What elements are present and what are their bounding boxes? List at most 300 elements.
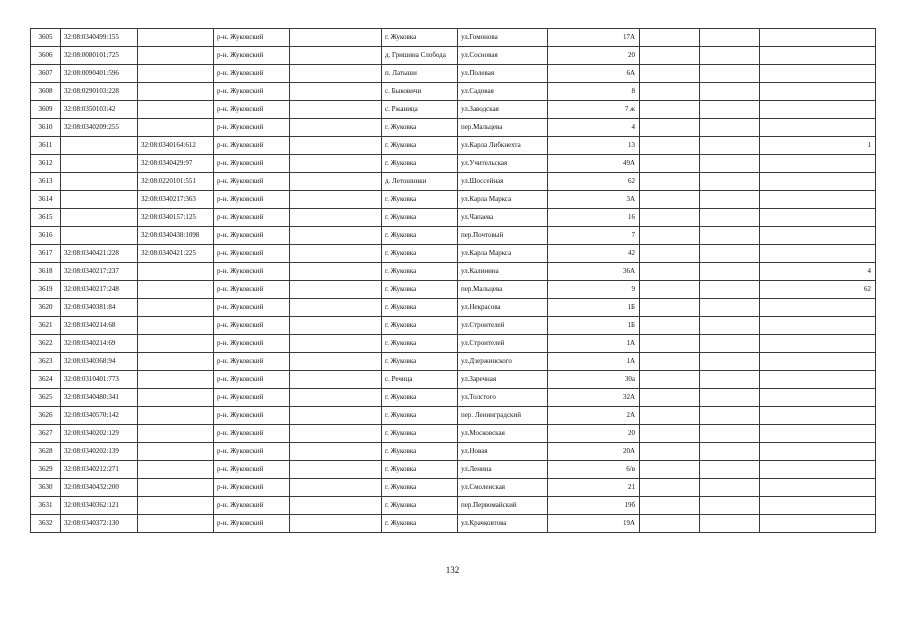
blank-column-cell <box>640 407 700 425</box>
blank-column-cell <box>640 479 700 497</box>
street-cell: пер.Первомайский <box>458 497 548 515</box>
district-cell: р-н. Жуковский <box>214 155 290 173</box>
district-cell: р-н. Жуковский <box>214 245 290 263</box>
district-cell: р-н. Жуковский <box>214 335 290 353</box>
blank-column-cell <box>290 299 382 317</box>
house-number-cell: 7 <box>548 227 640 245</box>
blank-column-cell <box>290 371 382 389</box>
blank-column-cell <box>290 191 382 209</box>
cadastral-number-2-cell <box>138 461 214 479</box>
locality-cell: г. Жуковка <box>382 317 458 335</box>
blank-column-cell <box>290 425 382 443</box>
street-cell: ул.Заводская <box>458 101 548 119</box>
street-cell: ул.Московская <box>458 425 548 443</box>
blank-column-cell <box>640 317 700 335</box>
street-cell: ул.Дзержинского <box>458 353 548 371</box>
blank-column-cell <box>700 335 760 353</box>
cadastral-number-1-cell: 32:08:0340202:129 <box>61 425 138 443</box>
row-number-cell: 3629 <box>31 461 61 479</box>
row-number-cell: 3614 <box>31 191 61 209</box>
house-number-cell: 62 <box>548 173 640 191</box>
blank-column-cell <box>700 191 760 209</box>
blank-column-cell <box>640 47 700 65</box>
table-row <box>31 335 876 353</box>
apartment-number-cell <box>760 101 876 119</box>
blank-column-cell <box>640 191 700 209</box>
apartment-number-cell <box>760 299 876 317</box>
blank-column-cell <box>640 65 700 83</box>
row-number-cell: 3623 <box>31 353 61 371</box>
district-cell: р-н. Жуковский <box>214 47 290 65</box>
blank-column-cell <box>700 299 760 317</box>
blank-column-cell <box>290 317 382 335</box>
table-row <box>31 371 876 389</box>
blank-column-cell <box>290 173 382 191</box>
locality-cell: с. Речица <box>382 371 458 389</box>
district-cell: р-н. Жуковский <box>214 191 290 209</box>
cadastral-number-2-cell <box>138 83 214 101</box>
blank-column-cell <box>640 173 700 191</box>
blank-column-cell <box>290 47 382 65</box>
blank-column-cell <box>700 119 760 137</box>
blank-column-cell <box>700 227 760 245</box>
house-number-cell: 1А <box>548 353 640 371</box>
blank-column-cell <box>290 389 382 407</box>
cadastral-number-2-cell <box>138 335 214 353</box>
row-number-cell: 3618 <box>31 263 61 281</box>
cadastral-number-2-cell <box>138 353 214 371</box>
blank-column-cell <box>640 371 700 389</box>
table-row <box>31 461 876 479</box>
locality-cell: г. Жуковка <box>382 29 458 47</box>
blank-column-cell <box>700 137 760 155</box>
apartment-number-cell <box>760 191 876 209</box>
apartment-number-cell <box>760 497 876 515</box>
locality-cell: г. Жуковка <box>382 137 458 155</box>
row-number-cell: 3612 <box>31 155 61 173</box>
cadastral-number-1-cell: 32:08:0340217:237 <box>61 263 138 281</box>
blank-column-cell <box>290 227 382 245</box>
district-cell: р-н. Жуковский <box>214 173 290 191</box>
house-number-cell: 19б <box>548 497 640 515</box>
district-cell: р-н. Жуковский <box>214 137 290 155</box>
blank-column-cell <box>700 281 760 299</box>
house-number-cell: 17А <box>548 29 640 47</box>
table-row <box>31 407 876 425</box>
blank-column-cell <box>640 389 700 407</box>
house-number-cell: 16 <box>548 209 640 227</box>
row-number-cell: 3624 <box>31 371 61 389</box>
street-cell: ул.Крачковтова <box>458 515 548 533</box>
district-cell: р-н. Жуковский <box>214 281 290 299</box>
apartment-number-cell <box>760 335 876 353</box>
district-cell: р-н. Жуковский <box>214 209 290 227</box>
district-cell: р-н. Жуковский <box>214 227 290 245</box>
street-cell: ул.Заречная <box>458 371 548 389</box>
locality-cell: г. Жуковка <box>382 497 458 515</box>
apartment-number-cell <box>760 209 876 227</box>
table-row <box>31 389 876 407</box>
blank-column-cell <box>640 425 700 443</box>
apartment-number-cell: 1 <box>760 137 876 155</box>
blank-column-cell <box>290 281 382 299</box>
cadastral-number-1-cell: 32:08:0340421:228 <box>61 245 138 263</box>
blank-column-cell <box>700 317 760 335</box>
street-cell: ул.Гомонова <box>458 29 548 47</box>
cadastral-number-1-cell <box>61 155 138 173</box>
house-number-cell: 1Б <box>548 317 640 335</box>
row-number-cell: 3619 <box>31 281 61 299</box>
house-number-cell: 8 <box>548 83 640 101</box>
cadastral-number-2-cell <box>138 65 214 83</box>
house-number-cell: 6/в <box>548 461 640 479</box>
house-number-cell: 30а <box>548 371 640 389</box>
cadastral-number-2-cell: 32:08:0340157:125 <box>138 209 214 227</box>
district-cell: р-н. Жуковский <box>214 479 290 497</box>
house-number-cell: 20 <box>548 425 640 443</box>
blank-column-cell <box>290 479 382 497</box>
table-row <box>31 299 876 317</box>
cadastral-number-1-cell: 32:08:0350103:42 <box>61 101 138 119</box>
blank-column-cell <box>640 155 700 173</box>
row-number-cell: 3607 <box>31 65 61 83</box>
locality-cell: г. Жуковка <box>382 281 458 299</box>
district-cell: р-н. Жуковский <box>214 101 290 119</box>
row-number-cell: 3627 <box>31 425 61 443</box>
street-cell: ул.Учительская <box>458 155 548 173</box>
cadastral-number-2-cell: 32:08:0220101:551 <box>138 173 214 191</box>
cadastral-number-2-cell <box>138 299 214 317</box>
table-row <box>31 443 876 461</box>
house-number-cell: 9 <box>548 281 640 299</box>
district-cell: р-н. Жуковский <box>214 353 290 371</box>
locality-cell: д. Гришина Слобода <box>382 47 458 65</box>
street-cell: ул.Садовая <box>458 83 548 101</box>
cadastral-number-1-cell: 32:08:0340372:130 <box>61 515 138 533</box>
blank-column-cell <box>290 407 382 425</box>
district-cell: р-н. Жуковский <box>214 461 290 479</box>
blank-column-cell <box>700 461 760 479</box>
apartment-number-cell: 4 <box>760 263 876 281</box>
blank-column-cell <box>290 119 382 137</box>
apartment-number-cell <box>760 389 876 407</box>
blank-column-cell <box>290 515 382 533</box>
blank-column-cell <box>290 335 382 353</box>
apartment-number-cell <box>760 155 876 173</box>
row-number-cell: 3615 <box>31 209 61 227</box>
cadastral-number-1-cell: 32:08:0090401:596 <box>61 65 138 83</box>
blank-column-cell <box>700 515 760 533</box>
cadastral-number-2-cell: 32:08:0340164:612 <box>138 137 214 155</box>
cadastral-number-2-cell <box>138 479 214 497</box>
apartment-number-cell <box>760 245 876 263</box>
locality-cell: г. Жуковка <box>382 119 458 137</box>
page-number: 132 <box>445 565 460 575</box>
blank-column-cell <box>700 83 760 101</box>
blank-column-cell <box>700 425 760 443</box>
locality-cell: г. Жуковка <box>382 353 458 371</box>
cadastral-number-1-cell: 32:08:0340202:139 <box>61 443 138 461</box>
street-cell: ул.Чапаева <box>458 209 548 227</box>
blank-column-cell <box>640 443 700 461</box>
district-cell: р-н. Жуковский <box>214 29 290 47</box>
locality-cell: г. Жуковка <box>382 389 458 407</box>
table-row <box>31 155 876 173</box>
table-row <box>31 173 876 191</box>
street-cell: ул.Строителей <box>458 335 548 353</box>
street-cell: ул.Шоссейная <box>458 173 548 191</box>
street-cell: ул.Полевая <box>458 65 548 83</box>
table-row <box>31 209 876 227</box>
district-cell: р-н. Жуковский <box>214 65 290 83</box>
district-cell: р-н. Жуковский <box>214 515 290 533</box>
row-number-cell: 3632 <box>31 515 61 533</box>
house-number-cell: 1Б <box>548 299 640 317</box>
blank-column-cell <box>640 461 700 479</box>
locality-cell: г. Жуковка <box>382 335 458 353</box>
house-number-cell: 20А <box>548 443 640 461</box>
house-number-cell: 21 <box>548 479 640 497</box>
cadastral-number-2-cell: 32:08:0340217:363 <box>138 191 214 209</box>
blank-column-cell <box>290 497 382 515</box>
district-cell: р-н. Жуковский <box>214 389 290 407</box>
street-cell: ул.Карла Либкнехта <box>458 137 548 155</box>
locality-cell: с. Быковичи <box>382 83 458 101</box>
blank-column-cell <box>290 101 382 119</box>
table-body <box>31 29 876 533</box>
blank-column-cell <box>640 83 700 101</box>
apartment-number-cell <box>760 173 876 191</box>
apartment-number-cell <box>760 461 876 479</box>
apartment-number-cell <box>760 119 876 137</box>
table-row <box>31 191 876 209</box>
cadastral-number-2-cell <box>138 317 214 335</box>
blank-column-cell <box>700 47 760 65</box>
blank-column-cell <box>290 245 382 263</box>
cadastral-number-2-cell <box>138 119 214 137</box>
apartment-number-cell <box>760 479 876 497</box>
street-cell: ул.Ленина <box>458 461 548 479</box>
district-cell: р-н. Жуковский <box>214 299 290 317</box>
blank-column-cell <box>640 209 700 227</box>
row-number-cell: 3621 <box>31 317 61 335</box>
locality-cell: г. Жуковка <box>382 191 458 209</box>
house-number-cell: 49А <box>548 155 640 173</box>
street-cell: ул.Строителей <box>458 317 548 335</box>
row-number-cell: 3625 <box>31 389 61 407</box>
blank-column-cell <box>640 137 700 155</box>
house-number-cell: 6А <box>548 65 640 83</box>
blank-column-cell <box>640 119 700 137</box>
row-number-cell: 3605 <box>31 29 61 47</box>
table-row <box>31 101 876 119</box>
blank-column-cell <box>700 479 760 497</box>
cadastral-number-2-cell <box>138 407 214 425</box>
cadastral-number-1-cell: 32:08:0340217:248 <box>61 281 138 299</box>
street-cell: ул.Сосновая <box>458 47 548 65</box>
apartment-number-cell: 62 <box>760 281 876 299</box>
cadastral-number-2-cell <box>138 425 214 443</box>
house-number-cell: 7 ж <box>548 101 640 119</box>
table-row <box>31 317 876 335</box>
cadastral-number-2-cell <box>138 371 214 389</box>
row-number-cell: 3628 <box>31 443 61 461</box>
cadastral-number-2-cell <box>138 47 214 65</box>
row-number-cell: 3620 <box>31 299 61 317</box>
blank-column-cell <box>290 209 382 227</box>
table-row <box>31 263 876 281</box>
locality-cell: г. Жуковка <box>382 209 458 227</box>
blank-column-cell <box>290 137 382 155</box>
row-number-cell: 3608 <box>31 83 61 101</box>
blank-column-cell <box>700 245 760 263</box>
blank-column-cell <box>640 101 700 119</box>
street-cell: ул.Карла Маркса <box>458 245 548 263</box>
apartment-number-cell <box>760 425 876 443</box>
blank-column-cell <box>640 227 700 245</box>
house-number-cell: 32А <box>548 389 640 407</box>
blank-column-cell <box>290 65 382 83</box>
blank-column-cell <box>640 497 700 515</box>
row-number-cell: 3611 <box>31 137 61 155</box>
row-number-cell: 3606 <box>31 47 61 65</box>
blank-column-cell <box>640 299 700 317</box>
blank-column-cell <box>700 65 760 83</box>
cadastral-number-1-cell: 32:08:0080101:725 <box>61 47 138 65</box>
table-row <box>31 515 876 533</box>
locality-cell: г. Жуковка <box>382 263 458 281</box>
locality-cell: г. Жуковка <box>382 245 458 263</box>
cadastral-number-1-cell: 32:08:0310401:773 <box>61 371 138 389</box>
cadastral-number-1-cell: 32:08:0340362:121 <box>61 497 138 515</box>
blank-column-cell <box>700 209 760 227</box>
district-cell: р-н. Жуковский <box>214 443 290 461</box>
row-number-cell: 3622 <box>31 335 61 353</box>
table-row <box>31 29 876 47</box>
row-number-cell: 3609 <box>31 101 61 119</box>
locality-cell: п. Латыши <box>382 65 458 83</box>
cadastral-number-1-cell <box>61 137 138 155</box>
blank-column-cell <box>700 173 760 191</box>
blank-column-cell <box>700 443 760 461</box>
cadastral-number-2-cell <box>138 29 214 47</box>
apartment-number-cell <box>760 515 876 533</box>
blank-column-cell <box>290 29 382 47</box>
blank-column-cell <box>700 353 760 371</box>
apartment-number-cell <box>760 407 876 425</box>
locality-cell: г. Жуковка <box>382 515 458 533</box>
apartment-number-cell <box>760 29 876 47</box>
blank-column-cell <box>640 281 700 299</box>
table-row <box>31 281 876 299</box>
row-number-cell: 3610 <box>31 119 61 137</box>
blank-column-cell <box>700 389 760 407</box>
street-cell: ул.Смоленская <box>458 479 548 497</box>
apartment-number-cell <box>760 83 876 101</box>
street-cell: ул.Толстого <box>458 389 548 407</box>
blank-column-cell <box>700 371 760 389</box>
cadastral-number-2-cell <box>138 443 214 461</box>
street-cell: ул.Калинина <box>458 263 548 281</box>
blank-column-cell <box>290 353 382 371</box>
cadastral-number-1-cell: 32:08:0340368:94 <box>61 353 138 371</box>
cadastral-number-1-cell <box>61 227 138 245</box>
locality-cell: г. Жуковка <box>382 299 458 317</box>
table-row <box>31 479 876 497</box>
street-cell: пер. Ленинградский <box>458 407 548 425</box>
table-row <box>31 137 876 155</box>
cadastral-number-1-cell: 32:08:0340212:271 <box>61 461 138 479</box>
cadastral-number-2-cell <box>138 101 214 119</box>
apartment-number-cell <box>760 317 876 335</box>
cadastral-records-table <box>30 28 876 533</box>
district-cell: р-н. Жуковский <box>214 425 290 443</box>
row-number-cell: 3616 <box>31 227 61 245</box>
table-row <box>31 497 876 515</box>
apartment-number-cell <box>760 371 876 389</box>
table-row <box>31 65 876 83</box>
blank-column-cell <box>640 29 700 47</box>
apartment-number-cell <box>760 227 876 245</box>
table-row <box>31 425 876 443</box>
apartment-number-cell <box>760 443 876 461</box>
blank-column-cell <box>700 29 760 47</box>
blank-column-cell <box>640 335 700 353</box>
cadastral-number-1-cell: 32:08:0340480:341 <box>61 389 138 407</box>
street-cell: ул.Новая <box>458 443 548 461</box>
cadastral-number-1-cell: 32:08:0340381:84 <box>61 299 138 317</box>
cadastral-number-2-cell: 32:08:0340438:1098 <box>138 227 214 245</box>
table-row <box>31 47 876 65</box>
blank-column-cell <box>290 263 382 281</box>
district-cell: р-н. Жуковский <box>214 317 290 335</box>
cadastral-number-1-cell <box>61 191 138 209</box>
cadastral-number-1-cell <box>61 173 138 191</box>
blank-column-cell <box>700 263 760 281</box>
street-cell: ул.Некрасова <box>458 299 548 317</box>
cadastral-number-2-cell <box>138 263 214 281</box>
district-cell: р-н. Жуковский <box>214 371 290 389</box>
apartment-number-cell <box>760 353 876 371</box>
blank-column-cell <box>640 515 700 533</box>
blank-column-cell <box>700 155 760 173</box>
blank-column-cell <box>290 461 382 479</box>
table-row <box>31 119 876 137</box>
blank-column-cell <box>640 245 700 263</box>
cadastral-number-1-cell: 32:08:0340432:200 <box>61 479 138 497</box>
house-number-cell: 4 <box>548 119 640 137</box>
blank-column-cell <box>290 443 382 461</box>
blank-column-cell <box>700 101 760 119</box>
locality-cell: с. Ржаница <box>382 101 458 119</box>
cadastral-number-2-cell: 32:08:0340421:225 <box>138 245 214 263</box>
street-cell: пер.Мальцева <box>458 119 548 137</box>
cadastral-number-1-cell: 32:08:0340214:69 <box>61 335 138 353</box>
cadastral-number-1-cell: 32:08:0340214:68 <box>61 317 138 335</box>
cadastral-number-1-cell <box>61 209 138 227</box>
district-cell: р-н. Жуковский <box>214 407 290 425</box>
row-number-cell: 3617 <box>31 245 61 263</box>
house-number-cell: 20 <box>548 47 640 65</box>
cadastral-number-1-cell: 32:08:0340570:142 <box>61 407 138 425</box>
row-number-cell: 3631 <box>31 497 61 515</box>
district-cell: р-н. Жуковский <box>214 263 290 281</box>
district-cell: р-н. Жуковский <box>214 497 290 515</box>
table-row <box>31 227 876 245</box>
locality-cell: г. Жуковка <box>382 461 458 479</box>
district-cell: р-н. Жуковский <box>214 83 290 101</box>
row-number-cell: 3630 <box>31 479 61 497</box>
